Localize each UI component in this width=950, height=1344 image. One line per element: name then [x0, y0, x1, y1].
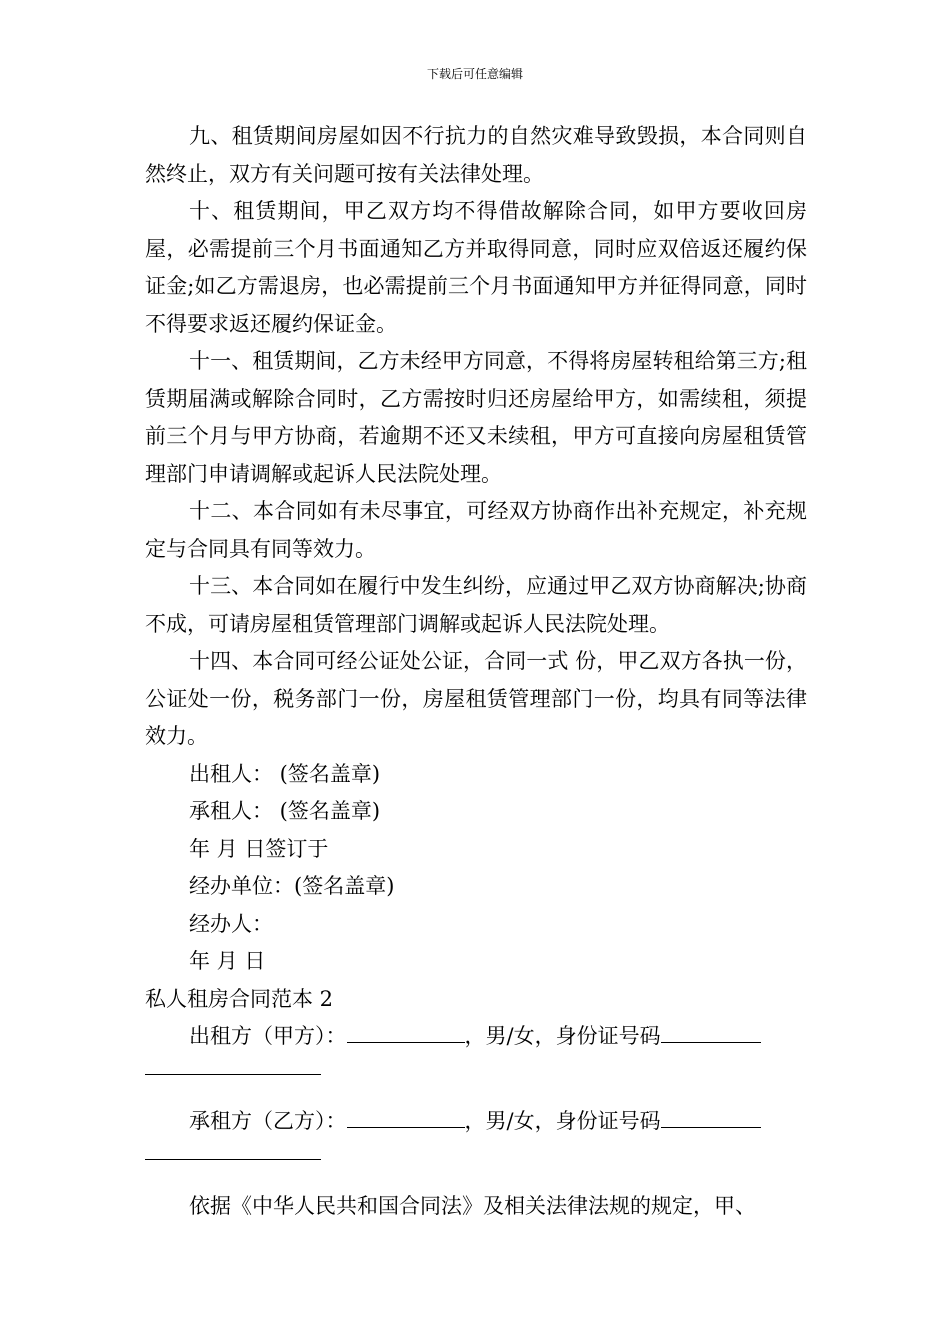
party-a-line: [145, 1018, 807, 1056]
clause-13: 十三、本合同如在履行中发生纠纷，应通过甲乙双方协商解决;协商不成，可请房屋租赁管理部门调解或起诉人民法院处理。: [145, 574, 807, 636]
signed-date: 年 月 日签订于: [189, 836, 329, 861]
lessee-signature: 承租人： (签名盖章): [189, 799, 381, 823]
party-a-id-blank[interactable]: [661, 1024, 761, 1043]
party-b-id-blank[interactable]: [661, 1109, 761, 1128]
party-a-id-blank-continued: [145, 1056, 807, 1094]
agent-date: 年 月 日: [189, 949, 266, 973]
lessor-signature: 出租人： (签名盖章): [189, 761, 381, 786]
party-b-id-blank-continued: [145, 1141, 807, 1179]
clause-9: 九、租赁期间房屋如因不行抗力的自然灾难导致毁损，本合同则自然终止，双方有关问题可按有关法律处理。: [145, 124, 807, 186]
contract-intro: 依据《中华人民共和国合同法》及相关法律法规的规定，甲、: [189, 1194, 756, 1218]
party-a-label: 出租方（甲方）：: [189, 1024, 347, 1048]
agency-signature: 经办单位：(签名盖章): [189, 874, 395, 898]
party-b-id-blank-tail[interactable]: [145, 1141, 321, 1160]
page-header-note: 下载后可任意编辑: [426, 67, 523, 81]
party-b-name-blank[interactable]: [347, 1109, 465, 1128]
party-a-name-blank[interactable]: [347, 1024, 465, 1043]
clause-11: 十一、租赁期间，乙方未经甲方同意，不得将房屋转租给第三方;租赁期届满或解除合同时，乙方需按时归还房屋给甲方，如需续租，须提前三个月与甲方协商，若逾期不还又未续租，甲方可直接向房屋租赁管理部门申请调解或起诉人民法院处理。: [145, 349, 807, 486]
clause-14: 十四、本合同可经公证处公证，合同一式 份，甲乙双方各执一份，公证处一份，税务部门一份，房屋租赁管理部门一份，均具有同等法律效力。: [145, 649, 807, 748]
party-a-gender-id-label: ，男/女，身份证号码: [464, 1024, 661, 1048]
document-body: [145, 118, 807, 1226]
section-title: 私人租房合同范本 2: [145, 986, 334, 1011]
party-b-label: 承租方（乙方）：: [189, 1109, 347, 1133]
agent-signature: 经办人：: [189, 911, 273, 936]
party-b-gender-id-label: ，男/女，身份证号码: [464, 1109, 661, 1133]
party-b-line: [145, 1103, 807, 1141]
clause-10: 十、租赁期间，甲乙双方均不得借故解除合同，如甲方要收回房屋，必需提前三个月书面通知乙方并取得同意，同时应双倍返还履约保证金;如乙方需退房，也必需提前三个月书面通知甲方并征得同意，同时不得要求返还履约保证金。: [145, 199, 807, 336]
clause-12: 十二、本合同如有未尽事宜，可经双方协商作出补充规定，补充规定与合同具有同等效力。: [145, 499, 807, 561]
party-a-id-blank-tail[interactable]: [145, 1056, 321, 1075]
